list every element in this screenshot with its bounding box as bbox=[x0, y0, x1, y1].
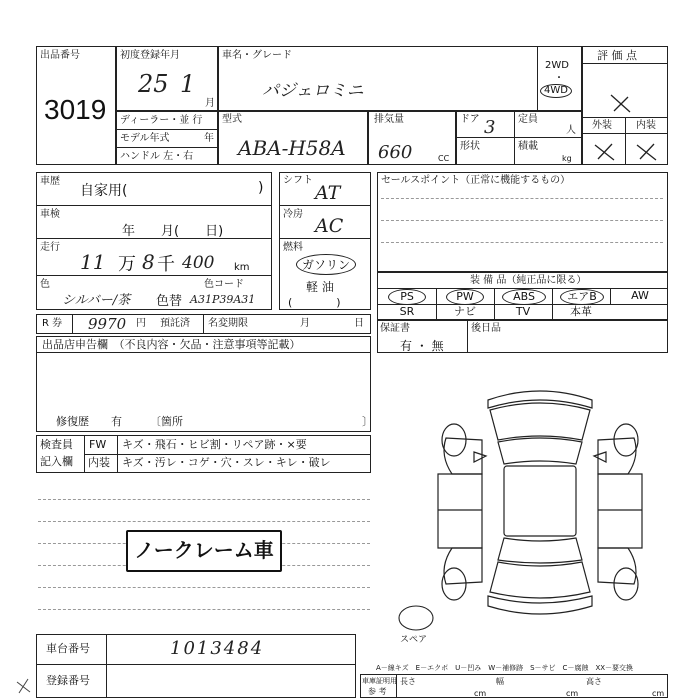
windshield bbox=[498, 438, 582, 464]
trunk bbox=[490, 562, 590, 598]
first-reg-month-unit: 月 bbox=[205, 98, 215, 109]
displacement-unit: CC bbox=[438, 154, 450, 163]
shift-label: シフト bbox=[283, 175, 313, 186]
rear-bumper bbox=[488, 596, 592, 614]
color-code-value: A31P39A31 bbox=[190, 293, 256, 306]
model-name: パジェロミニ bbox=[262, 81, 364, 101]
repair-history-label: 修復歴 有 bbox=[56, 415, 122, 428]
spare-tire-icon bbox=[396, 604, 436, 634]
length-label: 長さ bbox=[400, 677, 416, 686]
recycle-unit: 円 bbox=[136, 318, 146, 329]
shift-value: AT bbox=[315, 182, 341, 204]
margin-x-mark bbox=[14, 676, 34, 696]
fuel-paren: ( ) bbox=[288, 296, 341, 309]
spare-label: スペア bbox=[400, 635, 428, 645]
equip-tv: TV bbox=[515, 305, 531, 318]
drive-2wd: 2WD bbox=[545, 60, 569, 71]
model-grade-label: 車名・グレード bbox=[222, 50, 292, 61]
right-rear-fender bbox=[598, 548, 636, 584]
first-reg-month: 1 bbox=[180, 70, 196, 98]
repair-location: 〔箇所 bbox=[150, 415, 183, 428]
capacity-unit: 人 bbox=[566, 125, 576, 136]
warranty-label: 保証書 bbox=[380, 323, 410, 334]
roof bbox=[504, 466, 576, 536]
parts-later-label: 後日品 bbox=[471, 323, 501, 334]
right-side bbox=[598, 474, 642, 548]
recycle-value: 9970 bbox=[88, 315, 127, 333]
type-label: 型式 bbox=[222, 114, 242, 125]
equip-airbag-circled: エアB bbox=[560, 289, 604, 305]
warranty-value: 有 ・ 無 bbox=[400, 339, 444, 353]
load-unit: kg bbox=[562, 154, 572, 163]
left-rear-fender bbox=[444, 548, 482, 584]
sales-point-box bbox=[377, 172, 668, 272]
rating-x-mark bbox=[608, 92, 636, 116]
reg-label: 登録番号 bbox=[46, 674, 90, 687]
equip-aw: AW bbox=[631, 289, 649, 302]
first-reg-label: 初度登録年月 bbox=[120, 50, 180, 61]
name-change-label: 名変期限 bbox=[208, 318, 248, 329]
first-reg-year: 25 bbox=[138, 70, 169, 98]
mileage-unit: km bbox=[234, 262, 250, 273]
dealer-label: ディーラー・並 行 bbox=[120, 115, 203, 126]
interior-label: 内装 bbox=[636, 120, 656, 131]
car-diagram bbox=[430, 378, 650, 628]
damage-legend: A－線キズ E－エクボ U－凹み W－補修跡 S－サビ C－腐蝕 XX－要交換 bbox=[376, 664, 634, 672]
recycle-deposited: 預託済 bbox=[160, 318, 190, 329]
ac-value: AC bbox=[315, 215, 344, 237]
load-label: 積載 bbox=[518, 141, 538, 152]
inspector-label-1: 検査員 bbox=[40, 438, 73, 451]
no-claim-stamp: ノークレーム車 bbox=[126, 530, 282, 572]
ac-label: 冷房 bbox=[283, 209, 303, 220]
shape-label: 形状 bbox=[460, 141, 480, 152]
interior-inspect-text: キズ・汚レ・コゲ・穴・スレ・キレ・破レ bbox=[122, 456, 331, 469]
reference-label: 参 考 bbox=[368, 687, 387, 696]
chassis-label: 車台番号 bbox=[46, 642, 90, 655]
right-front-fender bbox=[598, 438, 636, 474]
lot-label: 出品番号 bbox=[40, 50, 80, 61]
color-value: シルバー/茶 bbox=[62, 293, 131, 308]
equip-sr: SR bbox=[399, 305, 415, 318]
history-label: 車歴 bbox=[40, 176, 60, 187]
fw-label: FW bbox=[89, 438, 107, 451]
door-value: 3 bbox=[484, 117, 496, 138]
displacement-label: 排気量 bbox=[374, 114, 404, 125]
repair-close: 〕 bbox=[362, 415, 373, 428]
inspection-value: 年 月( 日) bbox=[122, 224, 224, 239]
width-label: 幅 bbox=[496, 677, 504, 686]
equip-pw-circled: PW bbox=[446, 289, 484, 305]
mileage-label: 走行 bbox=[40, 242, 60, 253]
mileage-man: 11 bbox=[80, 250, 106, 274]
handle-label: ハンドル 左・右 bbox=[120, 151, 194, 162]
equip-navi: ナビ bbox=[454, 305, 476, 318]
history-close-paren: ) bbox=[258, 180, 264, 196]
fuel-label: 燃料 bbox=[283, 242, 303, 253]
mileage-sen: 8 bbox=[142, 250, 155, 274]
fuel-value-circled: ガソリン bbox=[296, 254, 356, 275]
displacement-value: 660 bbox=[378, 142, 413, 163]
mileage-man-unit: 万 bbox=[118, 254, 136, 275]
name-change-month-unit: 月 bbox=[300, 318, 310, 329]
model-year-label: モデル年式 bbox=[120, 133, 170, 144]
color-label: 色 bbox=[40, 279, 50, 290]
drive-4wd-circled: 4WD bbox=[540, 84, 572, 98]
capacity-label: 定員 bbox=[518, 114, 538, 125]
inspection-label: 車検 bbox=[40, 209, 60, 220]
recycle-label: R 券 bbox=[42, 318, 63, 329]
history-value: 自家用( bbox=[80, 183, 128, 199]
equip-leather: 本革 bbox=[570, 305, 592, 318]
type-value: ABA-H58A bbox=[238, 136, 346, 160]
left-mirror bbox=[474, 452, 486, 462]
equipment-label: 装 備 品（純正品に限る） bbox=[470, 275, 587, 286]
fuel-option: 軽 油 bbox=[306, 280, 334, 294]
hood bbox=[490, 403, 590, 440]
garage-cert-label: 車庫証明用 bbox=[362, 677, 397, 685]
fw-text: キズ・飛石・ヒビ割・リペア跡・×要 bbox=[122, 438, 307, 451]
door-label: ドア bbox=[460, 114, 480, 125]
left-side bbox=[438, 474, 482, 548]
right-mirror bbox=[594, 452, 606, 462]
equip-abs-circled: ABS bbox=[502, 289, 546, 305]
name-change-day-unit: 日 bbox=[354, 318, 364, 329]
exterior-label: 外装 bbox=[592, 120, 612, 131]
color-change: 色替 bbox=[156, 294, 183, 309]
exterior-x-mark bbox=[592, 141, 620, 163]
front-bumper bbox=[488, 391, 592, 408]
lot-number: 3019 bbox=[44, 94, 107, 125]
sales-point-label: セールスポイント（正常に機能するもの） bbox=[381, 175, 571, 186]
rear-glass bbox=[498, 538, 582, 563]
left-front-fender bbox=[444, 438, 482, 474]
mileage-sen-unit: 千 bbox=[157, 254, 175, 275]
rating-label: 評 価 点 bbox=[597, 49, 637, 62]
model-year-unit: 年 bbox=[204, 133, 214, 144]
drive-dot: ・ bbox=[554, 73, 564, 84]
equip-ps-circled: PS bbox=[388, 289, 426, 305]
width-cm: cm bbox=[566, 689, 579, 698]
color-code-label: 色コード bbox=[204, 279, 244, 290]
height-cm: cm bbox=[652, 689, 665, 698]
inspector-label-2: 記入欄 bbox=[40, 455, 73, 468]
interior-inspect-label: 内装 bbox=[88, 456, 110, 469]
chassis-value: 1013484 bbox=[170, 638, 265, 659]
length-cm: cm bbox=[474, 689, 487, 698]
height-label: 高さ bbox=[586, 677, 602, 686]
interior-x-mark bbox=[634, 141, 662, 163]
mileage-rest: 400 bbox=[182, 253, 215, 273]
declaration-label: 出品店申告欄 （不良内容・欠品・注意事項等記載） bbox=[42, 338, 301, 351]
